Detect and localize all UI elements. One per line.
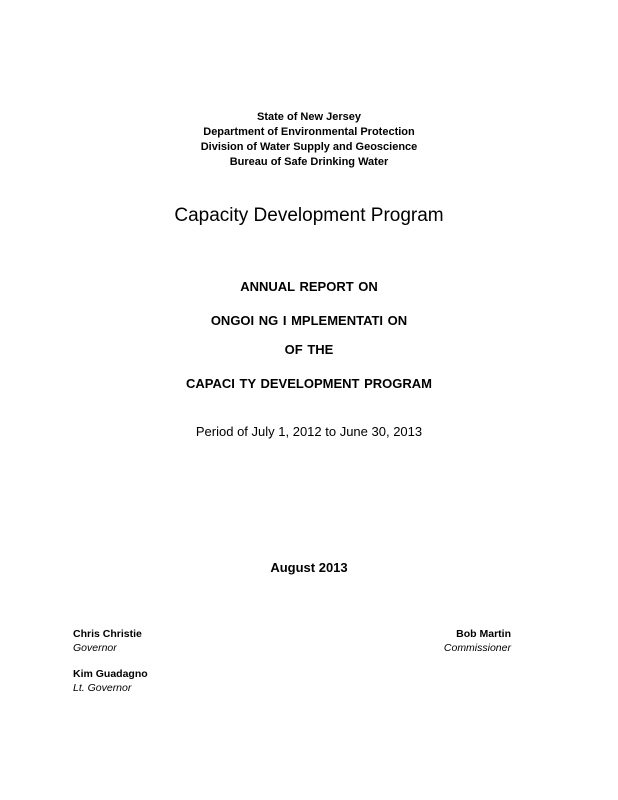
report-period: Period of July 1, 2012 to June 30, 2013	[195, 424, 423, 439]
state-name: State of New Jersey	[257, 111, 361, 123]
lt-governor-title: Lt. Governor	[73, 682, 132, 694]
agency-header	[0, 110, 618, 170]
report-title-line-2: ONGOI NG I MPLEMENTATI ON	[210, 313, 408, 328]
bureau-name: Bureau of Safe Drinking Water	[229, 156, 389, 168]
commissioner-title: Commissioner	[443, 642, 511, 654]
report-title-line-1: ANNUAL REPORT ON	[240, 279, 378, 294]
lt-governor-name: Kim Guadagno	[73, 668, 148, 680]
governor-block	[73, 627, 142, 655]
division-name: Division of Water Supply and Geoscience	[200, 141, 418, 153]
report-title-line-3: OF THE	[284, 342, 334, 357]
program-title: Capacity Development Program	[174, 205, 444, 226]
report-date: August 2013	[270, 560, 348, 575]
department-name: Department of Environmental Protection	[203, 126, 415, 138]
report-title-line-4: CAPACI TY DEVELOPMENT PROGRAM	[186, 376, 432, 391]
commissioner-name: Bob Martin	[456, 628, 511, 640]
governor-name: Chris Christie	[73, 628, 142, 640]
governor-title: Governor	[73, 642, 117, 654]
lt-governor-block	[73, 667, 148, 695]
commissioner-block	[444, 627, 511, 655]
